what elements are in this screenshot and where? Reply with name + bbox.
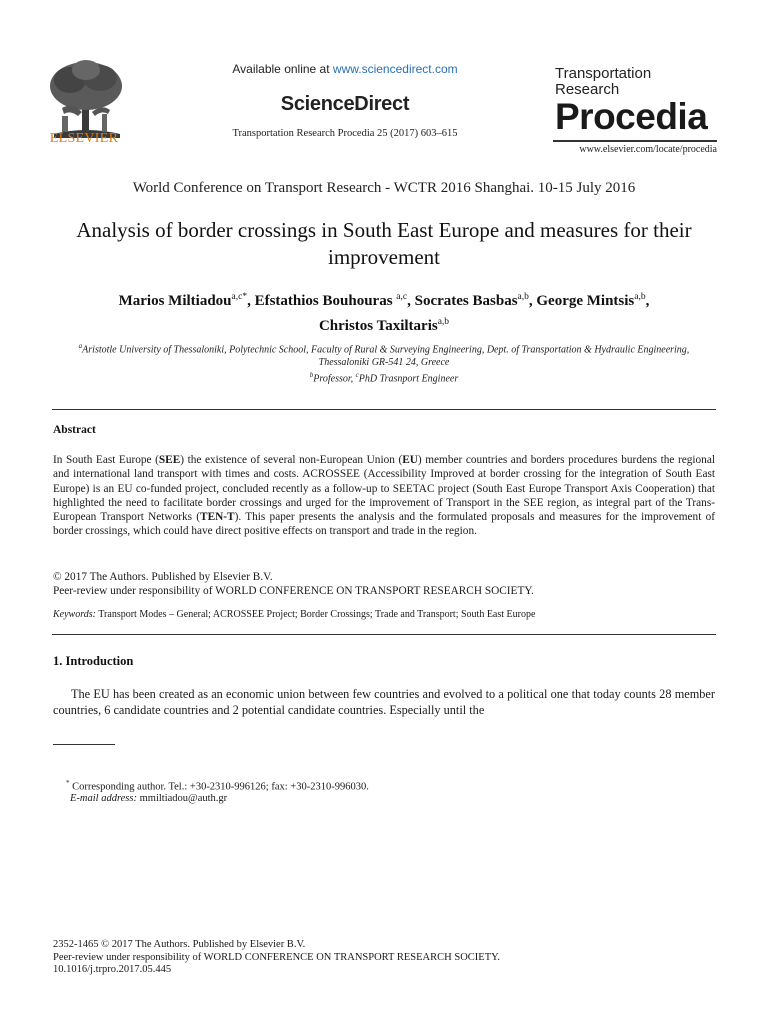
author-name: Efstathios Bouhouras <box>254 293 397 309</box>
bottom-peer-review-line: Peer-review under responsibility of WORLD CONFERENCE ON TRANSPORT RESEARCH SOCIETY. <box>53 951 500 963</box>
abstract-top-rule <box>52 409 716 410</box>
author-separator: , <box>528 293 537 309</box>
author-affiliation-mark: a,b <box>517 292 529 302</box>
available-online-label: Available online at <box>232 62 333 76</box>
abstract-heading: Abstract <box>53 424 96 436</box>
procedia-logo-line2: Research <box>555 81 620 98</box>
abstract-bold-term: TEN-T <box>200 511 235 524</box>
affiliation-mark: b <box>309 371 314 380</box>
issn-copyright-block <box>53 939 715 977</box>
affiliation-mark: c <box>355 371 359 380</box>
author-name: Socrates Basbas <box>414 293 518 309</box>
author-name: George Mintsis <box>536 293 635 309</box>
doi-line[interactable]: 10.1016/j.trpro.2017.05.445 <box>53 964 172 975</box>
sciencedirect-brand: ScienceDirect <box>280 93 410 115</box>
abstract-segment: ). This paper presents the analysis and the formulated proposals and measures for the improvement of border crossings, which could have direct positive effects on transport and trade in the region. <box>53 511 716 538</box>
abstract-bottom-rule <box>52 634 716 635</box>
affiliation-a <box>60 340 708 369</box>
affiliation-bc <box>60 369 708 385</box>
email-address[interactable]: mmiltiadou@auth.gr <box>136 793 228 804</box>
section-heading-introduction: 1. Introduction <box>53 654 134 668</box>
author-affiliation-mark: a,b <box>634 292 646 302</box>
introduction-paragraph: The EU has been created as an economic union between few countries and evolved to a political one that today counts 28 member countries, 6 candidate countries and 2 potential candidate countries. Especially until the <box>53 687 715 717</box>
email-label: E-mail address: <box>70 793 137 804</box>
procedia-logo-line1: Transportation <box>555 65 652 82</box>
email-footnote <box>70 793 227 804</box>
abstract-segment: ) member countries and borders procedures burdens the regional and international land transport with times and costs. ACROSSEE (Accessibility Improved at border crossing for the integration of South East Europe) is an EU co-funded project, concluded recently as a follow-up to SEETAC project (South East Europe Transport Axis Cooperation) that highlighted the need to facilitate border crossings and urged for the improvement of Transport in the SEE region, as integral part of the Trans-European Transport Networks ( <box>53 454 715 524</box>
footnote-rule <box>53 744 115 745</box>
procedia-journal-logo <box>555 66 715 136</box>
sciencedirect-link[interactable]: www.sciencedirect.com <box>332 62 458 76</box>
keywords-label: Keywords: <box>53 609 96 620</box>
author-separator: , <box>247 293 255 309</box>
author-separator: , <box>645 293 650 309</box>
abstract-segment: ) the existence of several non-European Union ( <box>180 454 403 466</box>
author-name: Marios Miltiadou <box>118 293 232 309</box>
copyright-block <box>53 571 715 598</box>
author-affiliation-mark: a,c <box>396 292 408 302</box>
paper-title: Analysis of border crossings in South East Europe and measures for their improvement <box>76 218 692 269</box>
peer-review-line: Peer-review under responsibility of WORLD CONFERENCE ON TRANSPORT RESEARCH SOCIETY. <box>53 584 534 597</box>
affiliations <box>60 340 708 386</box>
affiliation-text: Aristotle University of Thessaloniki, Polytechnic School, Faculty of Rural & Surveying Engineering, Dept. of Transportation & Hydraulic Engineering, Thessaloniki GR-541 24, Greece <box>82 344 690 369</box>
abstract-text <box>53 453 715 539</box>
abstract-bold-term: EU <box>402 454 418 466</box>
author-affiliation-mark: a,c* <box>231 292 248 302</box>
conference-line: World Conference on Transport Research - WCTR 2016 Shanghai. 10-15 July 2016 <box>132 180 636 196</box>
footnote-star: * <box>66 779 70 787</box>
author-separator: , <box>407 293 415 309</box>
keywords-list: Transport Modes – General; ACROSSEE Project; Border Crossings; Trade and Transport; South East Europe <box>95 609 536 620</box>
affiliation-text: PhD Trasnport Engineer <box>358 373 459 385</box>
journal-citation: Transportation Research Procedia 25 (2017) 603–615 <box>232 128 458 139</box>
abstract-bold-term: SEE <box>158 454 181 466</box>
abstract-segment: In South East Europe ( <box>53 454 159 466</box>
corresponding-author-footnote <box>66 779 369 793</box>
author-name: Christos Taxiltaris <box>318 318 438 334</box>
procedia-divider <box>553 140 717 142</box>
affiliation-text: Professor, <box>313 373 356 385</box>
affiliation-mark: a <box>78 342 83 350</box>
issn-line: 2352-1465 © 2017 The Authors. Published by Elsevier B.V. <box>53 939 306 950</box>
copyright-line: © 2017 The Authors. Published by Elsevier B.V. <box>53 571 273 583</box>
available-online-line <box>150 62 540 76</box>
procedia-logo-line3: Procedia <box>555 96 708 137</box>
author-list <box>60 287 708 337</box>
elsevier-wordmark: ELSEVIER <box>49 131 119 146</box>
keywords-line <box>53 609 715 620</box>
journal-url-link[interactable]: www.elsevier.com/locate/procedia <box>579 144 717 155</box>
author-affiliation-mark: a,b <box>437 317 450 327</box>
corresponding-author-text: Corresponding author. Tel.: +30-2310-996126; fax: +30-2310-996030. <box>69 781 369 793</box>
